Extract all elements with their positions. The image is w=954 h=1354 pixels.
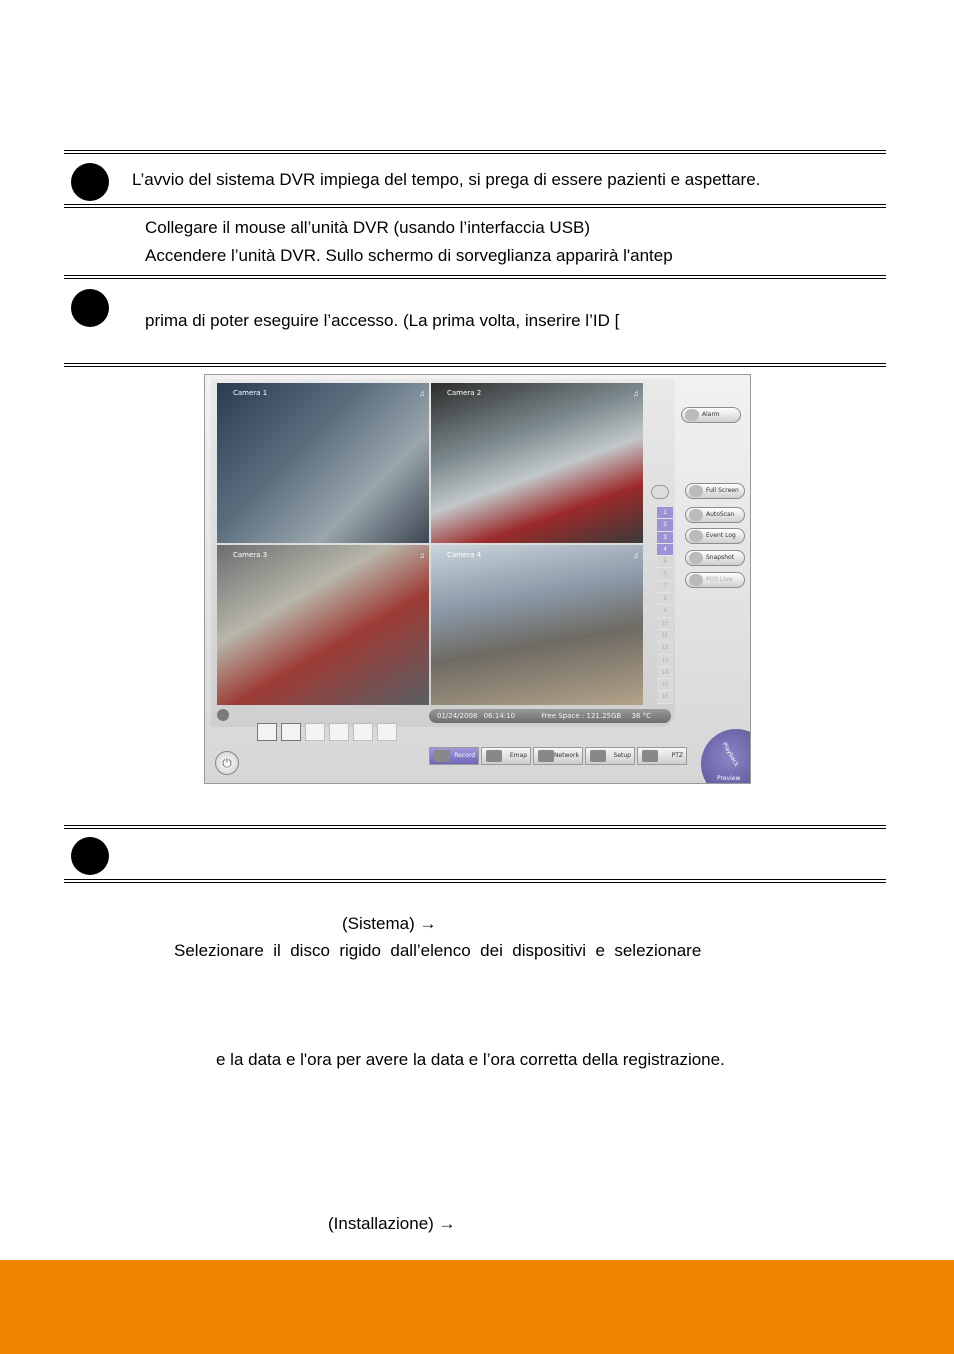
emap-button[interactable]: [481, 747, 531, 765]
layout-16-button[interactable]: [329, 723, 349, 741]
button-label: Snapshot: [706, 554, 735, 561]
video-panel: [211, 379, 675, 727]
note-rule-top: [64, 150, 886, 154]
body-text: e la data e l'ora per avere la data e l’ora corretta della registrazione.: [216, 1050, 725, 1069]
camera-view-2[interactable]: [431, 383, 643, 543]
channel-button[interactable]: 13: [657, 655, 673, 667]
body-text: (Sistema) →: [342, 914, 437, 933]
power-button[interactable]: ⏻: [215, 751, 239, 775]
note-bullet-icon: [71, 289, 109, 327]
channel-button[interactable]: 16: [657, 691, 673, 703]
network-button[interactable]: [533, 747, 583, 765]
note-rule-bottom: [64, 363, 886, 367]
channel-button[interactable]: 3: [657, 532, 673, 544]
layout-4-button[interactable]: [281, 723, 301, 741]
channel-button[interactable]: 11: [657, 630, 673, 642]
note-rule-top: [64, 825, 886, 829]
channel-button[interactable]: 6: [657, 568, 673, 580]
audio-icon: ♫: [419, 551, 425, 560]
channel-button[interactable]: 2: [657, 519, 673, 531]
full-screen-icon: [689, 485, 703, 497]
channel-button[interactable]: 12: [657, 642, 673, 654]
button-label: Record: [454, 752, 475, 759]
camera-view-3[interactable]: [217, 545, 429, 705]
button-label: Emap: [509, 752, 527, 759]
dvr-screenshot: [204, 374, 751, 784]
playback-button[interactable]: [701, 729, 751, 784]
preview-label: Preview: [717, 775, 741, 782]
channel-button[interactable]: 10: [657, 618, 673, 630]
note-text: prima di poter eseguire l’accesso. (La prima volta, inserire l’ID [: [145, 311, 620, 330]
event-log-button[interactable]: [685, 528, 745, 544]
full-screen-button[interactable]: [685, 483, 745, 499]
alarm-button[interactable]: [681, 407, 741, 423]
camera-label: Camera 2: [447, 389, 482, 397]
refresh-icon: [689, 509, 703, 521]
layout-custom-button[interactable]: [377, 723, 397, 741]
pos-icon: [689, 574, 703, 586]
button-label: Full Screen: [706, 487, 739, 494]
alarm-icon: [685, 409, 699, 421]
camera-label: Camera 3: [233, 551, 268, 559]
menu-icon[interactable]: [217, 709, 229, 721]
pos-live-button[interactable]: [685, 572, 745, 588]
channel-button[interactable]: 5: [657, 556, 673, 568]
button-label: AutoScan: [706, 511, 735, 518]
camera-select-icon[interactable]: [651, 485, 669, 499]
channel-button[interactable]: 15: [657, 679, 673, 691]
note-rule-bottom: [64, 879, 886, 883]
channel-list: [657, 507, 673, 704]
step-2-text: Accendere l’unità DVR. Sullo schermo di sorveglianza apparirà l'antep: [145, 246, 673, 265]
status-time: 06:14:10: [483, 712, 516, 720]
note-rule-bottom: [64, 204, 886, 208]
camera-label: Camera 1: [233, 389, 268, 397]
channel-button[interactable]: 4: [657, 544, 673, 556]
note-text: L’avvio del sistema DVR impiega del tempo, si prega di essere pazienti e aspettare.: [132, 170, 761, 189]
network-icon: [538, 750, 554, 762]
setup-button[interactable]: [585, 747, 635, 765]
step-1-text: Collegare il mouse all’unità DVR (usando l’interfaccia USB): [145, 218, 591, 237]
note-rule-top: [64, 275, 886, 279]
channel-button[interactable]: 1: [657, 507, 673, 519]
status-date: 01/24/2008: [437, 712, 478, 720]
footer-bar: [0, 1260, 954, 1354]
note-bullet-icon: [71, 163, 109, 201]
button-label: Setup: [613, 752, 631, 759]
map-icon: [486, 750, 502, 762]
playback-label: Playback: [720, 741, 741, 768]
status-temperature: 38 °C: [631, 712, 651, 720]
channel-button[interactable]: 7: [657, 581, 673, 593]
body-text: Selezionare il disco rigido dall’elenco dei dispositivi e selezionare: [174, 941, 702, 960]
button-label: Event Log: [706, 532, 736, 539]
record-button[interactable]: [429, 747, 479, 765]
audio-icon: ♫: [419, 389, 425, 398]
autoscan-button[interactable]: [685, 507, 745, 523]
button-label: Network: [553, 752, 579, 759]
camera-view-4[interactable]: [431, 545, 643, 705]
ptz-button[interactable]: [637, 747, 687, 765]
audio-icon: ♫: [633, 551, 639, 560]
layout-pip-button[interactable]: [353, 723, 373, 741]
button-label: PTZ: [671, 752, 683, 759]
ptz-icon: [642, 750, 658, 762]
button-label: POS Live: [706, 576, 733, 583]
layout-9-button[interactable]: [305, 723, 325, 741]
camera-icon: [689, 552, 703, 564]
button-label: Alarm: [702, 411, 720, 418]
tools-icon: [590, 750, 606, 762]
document-icon: [689, 530, 703, 542]
channel-button[interactable]: 8: [657, 593, 673, 605]
audio-icon: ♫: [633, 389, 639, 398]
layout-1-button[interactable]: [257, 723, 277, 741]
status-bar: [429, 709, 671, 723]
channel-button[interactable]: 14: [657, 667, 673, 679]
status-free-space: Free Space : 121.25GB: [541, 712, 622, 720]
snapshot-button[interactable]: [685, 550, 745, 566]
record-icon: [434, 750, 450, 762]
note-bullet-icon: [71, 837, 109, 875]
channel-button[interactable]: 9: [657, 605, 673, 617]
camera-label: Camera 4: [447, 551, 482, 559]
body-text: (Installazione) →: [328, 1214, 456, 1233]
camera-view-1[interactable]: [217, 383, 429, 543]
